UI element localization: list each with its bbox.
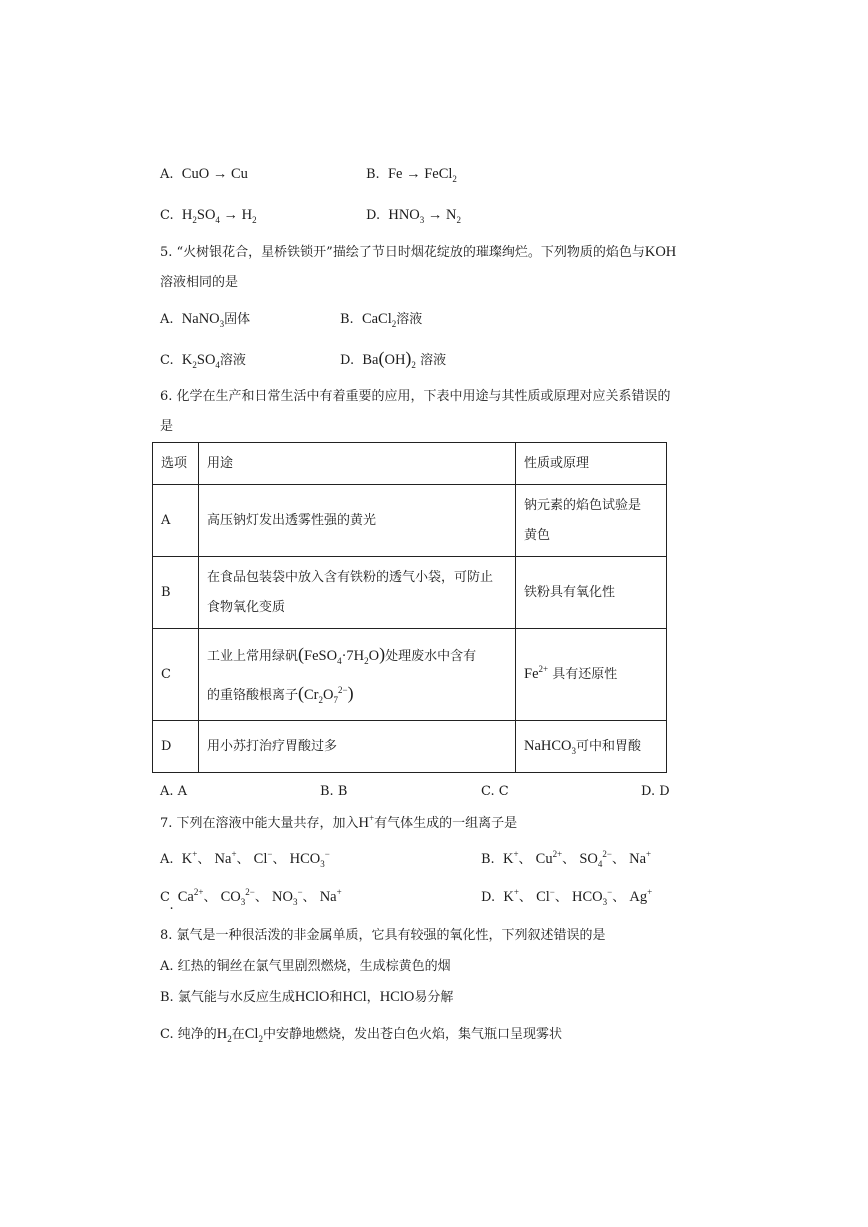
table-cell-property: 铁粉具有氧化性 xyxy=(516,557,667,629)
table-cell-option: D xyxy=(153,721,199,773)
q5-stem-line2: 溶液相同的是 xyxy=(160,275,239,290)
q4-option-d: D. $HNO_3 \to N_2$ xyxy=(366,207,462,225)
q6-answer-c: C. C xyxy=(481,784,509,799)
table-row xyxy=(153,721,667,773)
q5-option-d: D. $Ba(OH)_2$ 溶液 xyxy=(340,348,447,370)
q4-option-b: B. Fe → FeCl$_2$ xyxy=(366,166,457,184)
q7-option-c: C. $Ca^{2+}$、 $CO_3^{2-}$、 $NO_3^-$、 Na+ xyxy=(160,887,342,913)
table-header-option: 选项 xyxy=(153,443,199,485)
q7-stem: 7. 下列在溶液中能大量共存，加入H+有气体生成的一组离子是 xyxy=(160,813,518,831)
q8-option-c: C. 纯净的$H_2$在$Cl_2$中安静地燃烧，发出苍白色火焰，集气瓶口呈现雾状 xyxy=(160,1026,562,1044)
q5-option-b: B. CaCl$_2$溶液 xyxy=(340,311,423,329)
q5-stem-line1: 5. “火树银花合，星桥铁锁开”描绘了节日时烟花绽放的璀璨绚烂。下列物质的焰色与KOH xyxy=(160,244,677,260)
q4-option-c: C. $H_2SO_4 \to H_2$ xyxy=(160,207,257,225)
q6-answer-b: B. B xyxy=(320,784,348,799)
table-cell-use: 在食品包装袋中放入含有铁粉的透气小袋，可防止 食物氧化变质 xyxy=(199,557,516,629)
table-cell-option: B xyxy=(153,557,199,629)
q6-stem-line2: 是 xyxy=(160,419,174,434)
q6-answer-d: D. D xyxy=(641,784,670,799)
q7-option-b: B. K+、 $Cu^{2+}$、 $SO_4^{2-}$、 Na+ xyxy=(481,849,652,869)
q4-option-a: A. CuO → Cu xyxy=(160,166,248,182)
q8-option-b: B. 氯气能与水反应生成HClO和HCl，HClO易分解 xyxy=(160,989,454,1005)
table-header-property: 性质或原理 xyxy=(516,443,667,485)
table-cell-property: $Fe^{2+}$ 具有还原性 xyxy=(516,629,667,721)
table-header-use: 用途 xyxy=(199,443,516,485)
q6-stem-line1: 6. 化学在生产和日常生活中有着重要的应用，下表中用途与其性质或原理对应关系错误的 xyxy=(160,389,671,404)
table-cell-property: NaHCO$_3$可中和胃酸 xyxy=(516,721,667,773)
q7-option-d: D. K+、 Cl−、 $HCO_3^-$、 Ag+ xyxy=(481,887,653,907)
q5-option-a: A. NaNO$_3$固体 xyxy=(160,311,251,329)
table-cell-use: 工业上常用绿矾$(FeSO_4\cdot 7H_2O)$处理废水中含有 的重铬酸根离子$(Cr_2O_7^{2-})$ xyxy=(199,629,516,721)
table-cell-use: 高压钠灯发出透雾性强的黄光 xyxy=(199,485,516,557)
table-cell-option: C xyxy=(153,629,199,721)
q8-option-a: A. 红热的铜丝在氯气里剧烈燃烧，生成棕黄色的烟 xyxy=(160,959,451,974)
q7-option-a: A. K+、 Na+、 Cl−、 $HCO_3^-$ xyxy=(160,849,330,869)
q8-stem: 8. 氯气是一种很活泼的非金属单质，它具有较强的氧化性，下列叙述错误的是 xyxy=(160,928,606,943)
table-row xyxy=(153,629,667,721)
table-row xyxy=(153,485,667,557)
q6-answer-a: A. A xyxy=(160,784,188,799)
table-row xyxy=(153,557,667,629)
table-header-row xyxy=(153,443,667,485)
table-cell-option: A xyxy=(153,485,199,557)
q6-table xyxy=(152,442,667,773)
q5-option-c: C. $K_2SO_4$溶液 xyxy=(160,352,246,370)
table-cell-property: 钠元素的焰色试验是 黄色 xyxy=(516,485,667,557)
table-cell-use: 用小苏打治疗胃酸过多 xyxy=(199,721,516,773)
